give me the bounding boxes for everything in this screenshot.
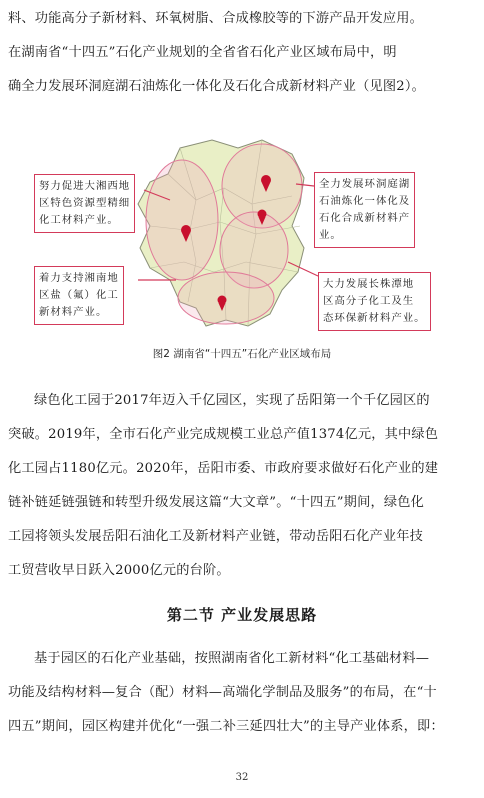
- callout-line: 大力发展长株潭地: [323, 278, 415, 290]
- figure-2: [0, 130, 484, 370]
- callout-line: 石化合成新材料产: [319, 212, 411, 224]
- callout-line: 区高分子化工及生: [323, 295, 415, 307]
- callout-line: 化工材料产业。: [39, 214, 119, 226]
- section-heading: 第二节 产业发展思路: [166, 606, 318, 624]
- callout-line: 新材料产业。: [39, 306, 108, 318]
- callout-west: [34, 174, 135, 233]
- text-line: 工园将领头发展岳阳石油化工及新材料产业链，带动岳阳石化产业年技: [8, 529, 424, 544]
- page-number: 32: [235, 772, 249, 783]
- text-line: 确全力发展环洞庭湖石油炼化一体化及石化合成新材料产业（见图2）。: [8, 79, 425, 94]
- callout-line: 区盐（氟）化工: [39, 289, 119, 301]
- text-line: 链补链延链强链和转型升级发展这篇“大文章”。“十四五”期间，绿色化: [8, 495, 425, 510]
- callout-line: 态环保新材料产业。: [323, 312, 426, 324]
- callout-line: 着力支持湘南地: [39, 272, 119, 284]
- callout-line: 努力促进大湘西地: [39, 180, 131, 192]
- zone-west: [146, 160, 218, 280]
- text-line: 绿色化工园于2017年迈入千亿园区，实现了岳阳第一个千亿园区的: [34, 393, 430, 408]
- text-line: 基于园区的石化产业基础，按照湖南省化工新材料“化工基础材料—: [34, 651, 430, 666]
- callout-line: 石油炼化一体化及: [319, 195, 411, 207]
- callout-dongting: [314, 172, 415, 248]
- callout-line: 全力发展环洞庭湖: [319, 178, 411, 190]
- text-line: 工贸营收早日跃入2000亿元的台阶。: [8, 563, 230, 578]
- text-line: 突破。2019年，全市石化产业完成规模工业总产值1374亿元，其中绿色: [8, 427, 439, 442]
- text-line: 四五”期间，园区构建并优化“一强二补三延四壮大”的主导产业体系，即：: [8, 719, 444, 734]
- figure-caption: 图2 湖南省“十四五”石化产业区域布局: [152, 348, 332, 360]
- text-line: 在湖南省“十四五”石化产业规划的全省省石化产业区域布局中，明: [8, 45, 397, 60]
- callout-line: 业。: [319, 229, 342, 241]
- callout-changzhutan: [318, 272, 431, 331]
- text-line: 功能及结构材料—复合（配）材料—高端化学制品及服务”的布局，在“十: [8, 685, 437, 700]
- callout-south: [34, 266, 124, 325]
- text-line: 化工园占1180亿元。2020年，岳阳市委、市政府要求做好石化产业的建: [8, 461, 439, 476]
- callout-line: 区特色资源型精细: [39, 197, 131, 209]
- text-line: 料、功能高分子新材料、环氧树脂、合成橡胶等的下游产品开发应用。: [8, 11, 424, 26]
